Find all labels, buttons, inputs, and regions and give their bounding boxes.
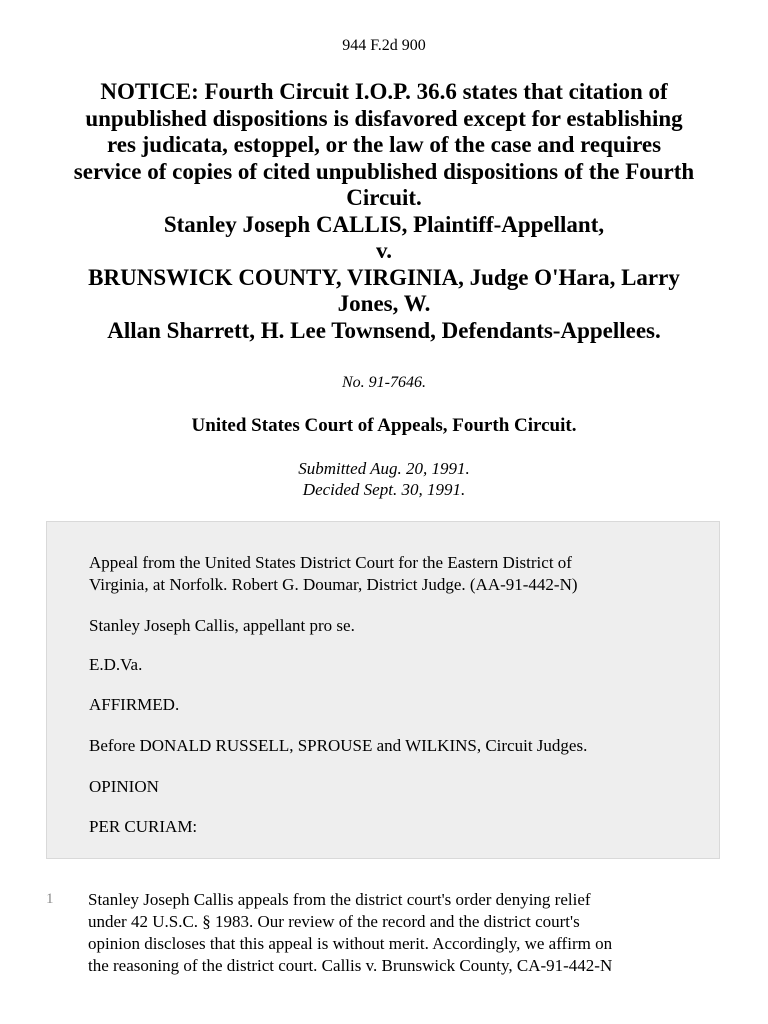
- paragraph-line: the reasoning of the district court. Callis v. Brunswick County, CA-91-442-N: [88, 956, 613, 975]
- case-header: [40, 79, 728, 344]
- counsel-info: Stanley Joseph Callis, appellant pro se.: [89, 616, 355, 635]
- caption-defendants: BRUNSWICK COUNTY, VIRGINIA, Judge O'Hara, Larry: [88, 264, 680, 290]
- caption-defendants: Allan Sharrett, H. Lee Townsend, Defendants-Appellees.: [107, 317, 661, 343]
- caption-defendants: Jones, W.: [337, 291, 431, 316]
- district-info: E.D.Va.: [89, 655, 143, 674]
- docket-number: No. 91-7646.: [342, 374, 426, 391]
- notice-line: NOTICE: Fourth Circuit I.O.P. 36.6 states that citation of: [100, 79, 668, 104]
- per-curiam-label: PER CURIAM:: [89, 817, 198, 836]
- appeal-line: Appeal from the United States District Court for the Eastern District of: [89, 553, 572, 572]
- paragraph-line: Stanley Joseph Callis appeals from the district court's order denying relief: [88, 890, 591, 909]
- paragraph-line: under 42 U.S.C. § 1983. Our review of the record and the district court's: [88, 912, 580, 931]
- notice-line: Circuit.: [346, 185, 422, 210]
- reporter-citation: 944 F.2d 900: [342, 37, 426, 54]
- submitted-date: Submitted Aug. 20, 1991.: [298, 459, 470, 478]
- disposition: AFFIRMED.: [89, 695, 180, 714]
- notice-line: res judicata, estoppel, or the law of the case and requires: [106, 132, 662, 157]
- paragraph-number: 1: [46, 891, 54, 907]
- caption-plaintiff: Stanley Joseph CALLIS, Plaintiff-Appellant,: [163, 211, 605, 237]
- opinion-label: OPINION: [89, 777, 159, 796]
- court-name: United States Court of Appeals, Fourth Circuit.: [191, 415, 577, 436]
- appeal-info: [89, 552, 689, 596]
- decision-dates: [0, 458, 768, 500]
- caption-versus: v.: [376, 238, 392, 263]
- paragraph-line: opinion discloses that this appeal is without merit. Accordingly, we affirm on: [88, 934, 613, 953]
- paragraph-text: [88, 889, 708, 977]
- appeal-line: Virginia, at Norfolk. Robert G. Doumar, District Judge. (AA-91-442-N): [89, 575, 578, 594]
- decided-date: Decided Sept. 30, 1991.: [302, 480, 466, 499]
- notice-line: unpublished dispositions is disfavored except for establishing: [85, 105, 683, 131]
- panel-info: Before DONALD RUSSELL, SPROUSE and WILKINS, Circuit Judges.: [89, 736, 588, 755]
- notice-line: service of copies of cited unpublished dispositions of the Fourth: [73, 158, 695, 184]
- case-details-box: [46, 521, 720, 859]
